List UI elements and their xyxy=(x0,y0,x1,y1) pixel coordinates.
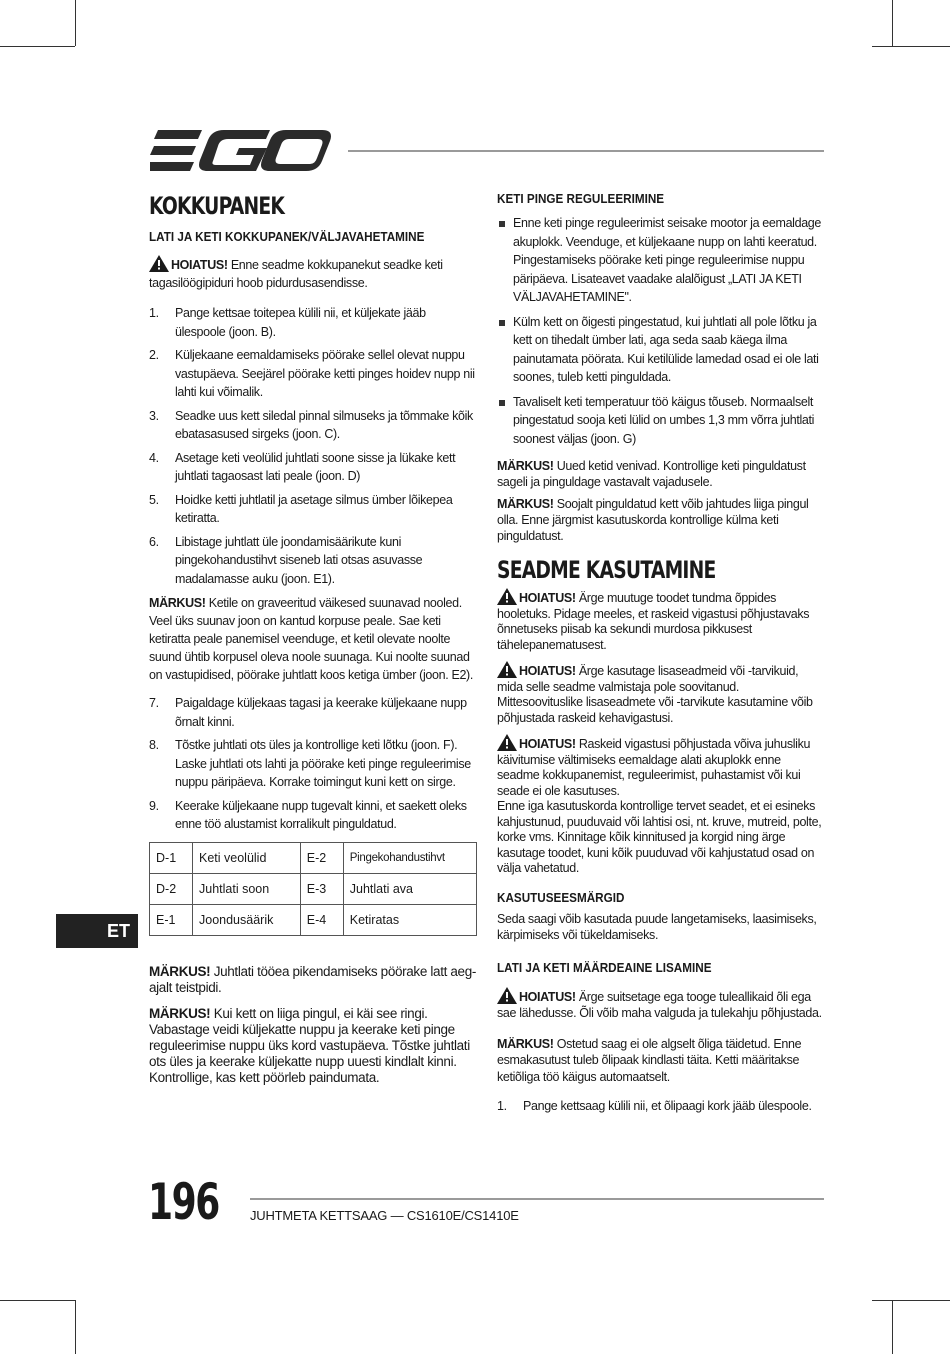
warning-text: Ärge muutuge toodet tundma õppides hooletuks. Pidage meeles, et raskeid vigastusi põhjustavaks õnnetuseks piisab ka sekundi murdosa pikkusest tähelepanematusest. xyxy=(497,591,810,652)
assembly-steps-continued xyxy=(149,694,477,834)
part-name: Ketiratas xyxy=(343,904,476,935)
note-block xyxy=(497,1036,825,1086)
step-number: 1. xyxy=(497,1099,507,1113)
bullet-text: Enne keti pinge reguleerimist seisake mootor ja eemaldage akuplokk. Veenduge, et küljekaane nupp on lahti keeratud. Pingestamiseks pöörake keti pinge reguleerimise nuppu päripäeva. Lisateavet vaadake alalõigust „LATI JA KETI VÄLJAVAHETAMINE". xyxy=(513,216,822,304)
part-name: Joondusäärik xyxy=(193,904,301,935)
warning-label: HOIATUS! xyxy=(171,258,228,272)
warning-icon xyxy=(497,588,517,605)
warning-block xyxy=(149,255,477,292)
crop-mark xyxy=(872,1300,950,1301)
footer-rule xyxy=(250,1198,824,1200)
step-text: Hoidke ketti juhtlatil ja asetage silmus ümber lõikepea ketiratta. xyxy=(175,492,453,525)
part-name: Juhtlati ava xyxy=(343,873,476,904)
page-number: 196 xyxy=(148,1173,219,1231)
tension-bullets xyxy=(497,214,825,448)
bullet-icon xyxy=(497,313,513,387)
inspection-text: Enne iga kasutuskorda kontrollige tervet seadet, et ei esineks kahjustunud, puuduvaid või lahtisi osi, nt. kruve, mutreid, polte, korke vms. Kinnitage kõik kinnitused ja korgid ning ärge kasutage toodet, kuni kõik puuduvad või kahjustatud osad on välja vahetatud. xyxy=(497,799,822,875)
crop-mark xyxy=(75,1300,76,1354)
warning-icon xyxy=(149,255,169,272)
warning-block xyxy=(497,734,825,799)
step-text: Seadke uus kett siledal pinnal silmuseks ja tõmmake kõik ebatasasused sirgeks (joon. C). xyxy=(175,408,473,441)
header-rule xyxy=(348,150,824,152)
subsection-title: KASUTUSEESMÄRGID xyxy=(497,889,625,905)
part-name: Pingekohandustihvt xyxy=(343,842,476,873)
note-block xyxy=(149,964,477,996)
list-item xyxy=(149,797,477,834)
document-title: JUHTMETA KETTSAAG — CS1610E/CS1410E xyxy=(250,1208,519,1223)
table-row xyxy=(150,873,477,904)
warning-block xyxy=(497,987,825,1022)
list-item xyxy=(497,313,825,387)
part-code: E-2 xyxy=(300,842,343,873)
part-code: D-2 xyxy=(150,873,193,904)
list-item xyxy=(149,449,477,486)
subsection-title: LATI JA KETI KOKKUPANEK/VÄLJAVAHETAMINE xyxy=(149,229,425,244)
subsection-title: LATI JA KETI MÄÄRDEAINE LISAMINE xyxy=(497,959,712,975)
part-code: E-4 xyxy=(300,904,343,935)
note-text: Ostetud saag ei ole algselt õliga täidetud. Enne esmakasutust tuleb õlipaak kindlasti täita. Ketti määritakse ketiõliga töö käigus automaatselt. xyxy=(497,1036,802,1084)
warning-label: HOIATUS! xyxy=(519,989,576,1004)
step-text: Asetage keti veolülid juhtlati soone sisse ja lükake kett juhtlati tagaosast lati peale (joon. D) xyxy=(175,450,456,483)
part-code: E-3 xyxy=(300,873,343,904)
list-item xyxy=(149,304,477,341)
note-text: Uued ketid venivad. Kontrollige keti pinguldatust sageli ja pinguldage vastavalt vajadusele. xyxy=(497,459,806,489)
right-column xyxy=(497,190,825,1121)
part-code: D-1 xyxy=(150,842,193,873)
crop-mark xyxy=(75,0,76,46)
part-name: Keti veolülid xyxy=(193,842,301,873)
warning-icon xyxy=(497,661,517,678)
list-item xyxy=(497,214,825,307)
note-label: MÄRKUS! xyxy=(497,497,554,511)
warning-text: Ärge kasutage lisaseadmeid või -tarvikuid, mida selle seadme valmistaja pole soovitanud. Mittesoovituslike lisaseadmete või -tarvikute kasutamine võib põhjustada raskeid kehavigastusi. xyxy=(497,664,813,725)
crop-mark xyxy=(0,46,75,47)
bullet-icon xyxy=(497,393,513,449)
list-item xyxy=(149,533,477,589)
step-text: Tõstke juhtlati ots üles ja kontrollige keti lõtku (joon. F). Laske juhtlati ots lahti ja pöörake keti pinge reguleerimise nuppu päripäeva. Korrake toimingut kuni kett on sirge. xyxy=(175,738,471,789)
note-label: MÄRKUS! xyxy=(497,459,554,473)
crop-mark xyxy=(892,0,893,46)
step-number: 6. xyxy=(149,534,159,549)
bullet-text: Külm kett on õigesti pingestatud, kui juhtlati all pole lõtku ja kett on tihedalt ümber lati, aga seda saab käega ilma painutamata pöörata. Kui ketilülide lamedad osad ei ole lati soones, tuleb ketti pinguldada. xyxy=(513,314,819,384)
note-block xyxy=(497,458,825,490)
step-text: Pange kettsaag külili nii, et õlipaagi kork jääb ülespoole. xyxy=(523,1099,812,1113)
warning-label: HOIATUS! xyxy=(519,664,576,678)
note-block xyxy=(149,1006,477,1086)
step-text: Paigaldage küljekaas tagasi ja keerake küljekaane nupp õrnalt kinni. xyxy=(175,696,467,729)
step-text: Keerake küljekaane nupp tugevalt kinni, et saekett oleks enne töö alustamist korralikult pinguldatud. xyxy=(175,798,467,831)
bullet-icon xyxy=(497,214,513,307)
step-number: 8. xyxy=(149,738,159,752)
step-number: 3. xyxy=(149,408,159,423)
step-text: Libistage juhtlatt üle joondamisäärikute kuni pingekohandustihvt siseneb lati otsas asuvasse madalamasse auku (joon. E1). xyxy=(175,534,423,586)
step-number: 7. xyxy=(149,696,159,710)
assembly-steps xyxy=(149,304,477,588)
note-label: MÄRKUS! xyxy=(149,596,206,610)
section-title: SEADME KASUTAMINE xyxy=(497,556,716,584)
warning-text: Ärge suitsetage ega tooge tuleallikaid õli ega sae lähedusse. Õli võib maha valguda ja tulekahju põhjustada. xyxy=(497,989,822,1020)
ego-logo xyxy=(150,130,332,172)
language-tab: ET xyxy=(56,914,138,948)
crop-mark xyxy=(872,46,950,47)
step-number: 4. xyxy=(149,450,159,465)
list-item xyxy=(149,736,477,792)
warning-label: HOIATUS! xyxy=(519,591,576,605)
note-text: Soojalt pinguldatud kett võib jahtudes liiga pingul olla. Enne järgmist kasutuskorda kontrollige külma keti pinguldatust. xyxy=(497,497,809,543)
part-name: Juhtlati soon xyxy=(193,873,301,904)
warning-block xyxy=(497,588,825,653)
left-column xyxy=(149,190,477,1086)
parts-table xyxy=(149,842,477,936)
list-item xyxy=(497,393,825,449)
warning-block xyxy=(497,661,825,726)
note-label: MÄRKUS! xyxy=(149,963,211,979)
note-label: MÄRKUS! xyxy=(149,1005,211,1021)
list-item xyxy=(497,1097,825,1116)
step-number: 1. xyxy=(149,306,159,320)
note-block xyxy=(497,496,825,544)
step-text: Pange kettsae toitepea külili nii, et küljekate jääb ülespoole (joon. B). xyxy=(175,306,426,339)
note-text: Ketile on graveeritud väikesed suunavad nooled. Veel üks suunav joon on kantud korpuse peale. Sae keti ketiratta peale panemisel veenduge, et ketil olevate noolte suund ühtib korpusel oleva noole suunaga. Kui noolte suunad on vastupidised, pöörake juhtlatt koos ketiga ümber (joon. E2). xyxy=(149,596,473,682)
warning-icon xyxy=(497,734,517,751)
list-item xyxy=(149,346,477,402)
step-number: 5. xyxy=(149,492,159,507)
warning-icon xyxy=(497,987,517,1004)
purpose-text: Seda saagi võib kasutada puude langetamiseks, laasimiseks, kärpimiseks või tükeldamiseks. xyxy=(497,911,817,942)
step-number: 2. xyxy=(149,348,159,362)
part-code: E-1 xyxy=(150,904,193,935)
note-text: Juhtlati tööea pikendamiseks pöörake latt aeg-ajalt teistpidi. xyxy=(149,963,477,995)
table-row xyxy=(150,904,477,935)
crop-mark xyxy=(892,1300,893,1354)
note-label: MÄRKUS! xyxy=(497,1036,554,1051)
crop-mark xyxy=(0,1300,75,1301)
warning-text: Raskeid vigastusi põhjustada võiva juhusliku käivitumise vältimiseks eemaldage alati akuplokk enne seadme kokkupanemist, reguleerimist, puhastamist või kui seade ei ole kasutuses. xyxy=(497,737,811,798)
note-text: Kui kett on liiga pingul, ei käi see ringi. Vabastage veidi küljekatte nuppu ja keerake keti pinge reguleerimise nuppu üks kord vastupäeva. Tõstke juhtlati ots üles ja keerake küljekatte nupp uuesti kindlalt kinni. Kontrollige, kas kett pöörleb paindumata. xyxy=(149,1005,470,1085)
warning-label: HOIATUS! xyxy=(519,737,576,751)
section-title: KOKKUPANEK xyxy=(149,192,285,220)
note-block xyxy=(149,594,477,684)
bullet-text: Tavaliselt keti temperatuur töö käigus tõuseb. Normaalselt pingestatud sooja keti lülid on umbes 1,3 mm võrra juhtlati soonest väljas (joon. G) xyxy=(513,394,815,446)
step-number: 9. xyxy=(149,798,159,813)
table-row xyxy=(150,842,477,873)
list-item xyxy=(149,694,477,731)
list-item xyxy=(149,407,477,444)
step-text: Küljekaane eemaldamiseks pöörake sellel olevat nuppu vastupäeva. Seejärel pöörake ketti pinges hoidev nupp nii lahti kui võimalik. xyxy=(175,348,475,399)
warning-text: Enne seadme kokkupanekut seadke keti tagasilöögipiduri hoob pidurdusasendisse. xyxy=(149,258,443,290)
list-item xyxy=(149,491,477,528)
oil-steps xyxy=(497,1097,825,1116)
subsection-title: KETI PINGE REGULEERIMINE xyxy=(497,191,665,206)
